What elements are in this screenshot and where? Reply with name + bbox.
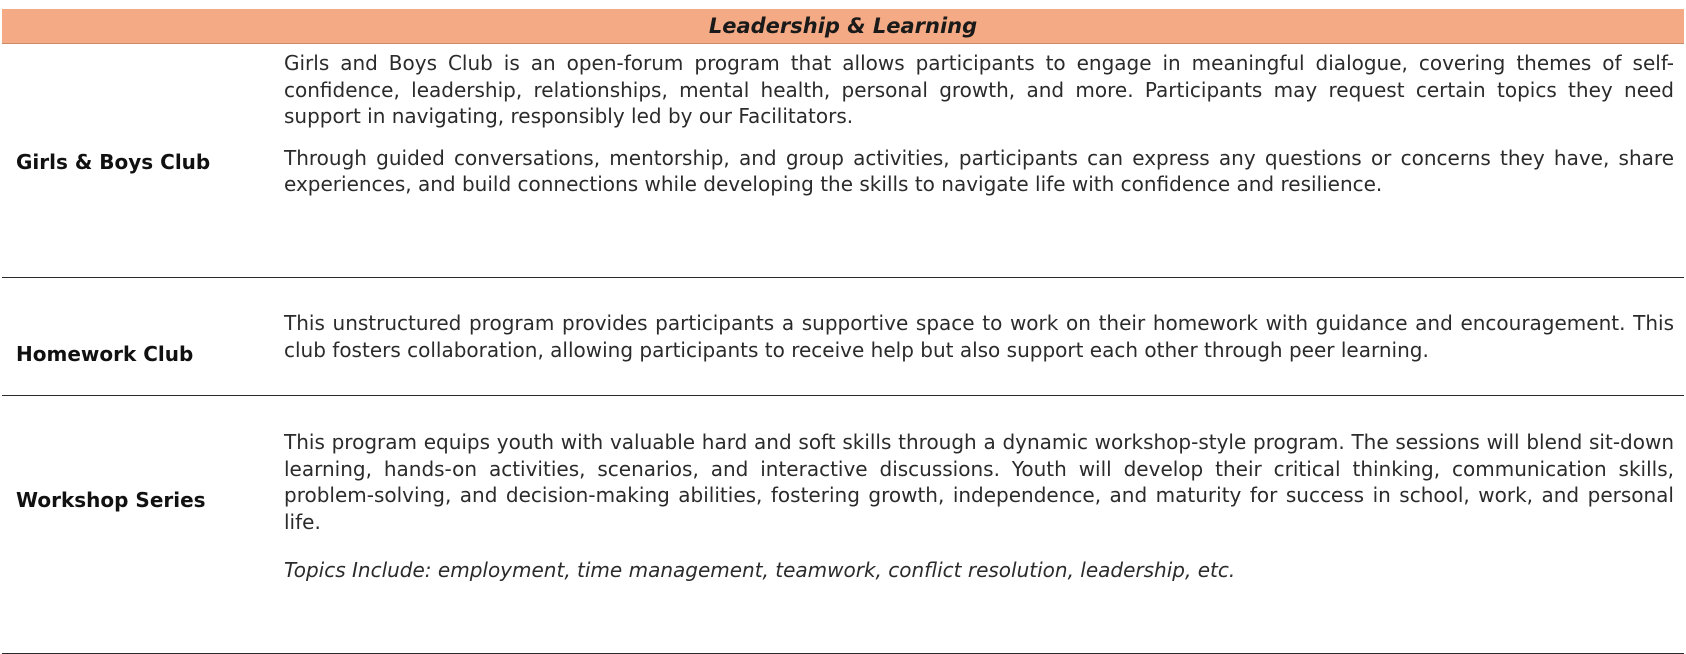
program-description: [284, 50, 1674, 198]
program-name: Homework Club: [16, 342, 194, 366]
program-description: [284, 310, 1674, 363]
description-paragraph: Girls and Boys Club is an open-forum program that allows participants to engage in meaningful dialogue, covering themes of self-confidence, leadership, relationships, mental health, personal growth, and more. Participants may request certain topics they need support in navigating, responsibly led by our Facilitators.: [284, 51, 1674, 128]
section-title: Leadership & Learning: [708, 14, 978, 38]
section-header: [2, 9, 1684, 44]
description-paragraph: Through guided conversations, mentorship, and group activities, participants can express any questions or concerns they have, share experiences, and build connections while developing the skills to navigate life with confidence and resilience.: [284, 145, 1674, 196]
program-row-girls-boys-club: [2, 44, 1684, 278]
program-row-workshop-series: [2, 396, 1684, 654]
program-name: Girls & Boys Club: [16, 150, 211, 174]
program-name: Workshop Series: [16, 488, 206, 512]
description-paragraph: This program equips youth with valuable hard and soft skills through a dynamic workshop-style program. The sessions will blend sit-down learning, hands-on activities, scenarios, and interactive discussions. Youth will develop their critical thinking, communication skills, problem-solving, and decision-making abilities, fostering growth, independence, and maturity for success in school, work, and personal life.: [284, 430, 1674, 534]
description-paragraph: This unstructured program provides participants a supportive space to work on their homework with guidance and encouragement. This club fosters collaboration, allowing participants to receive help but also support each other through peer learning.: [284, 311, 1674, 362]
program-description: [284, 429, 1674, 584]
topics-note: Topics Include: employment, time management, teamwork, conflict resolution, leadership, etc.: [284, 558, 1236, 582]
program-row-homework-club: [2, 278, 1684, 396]
